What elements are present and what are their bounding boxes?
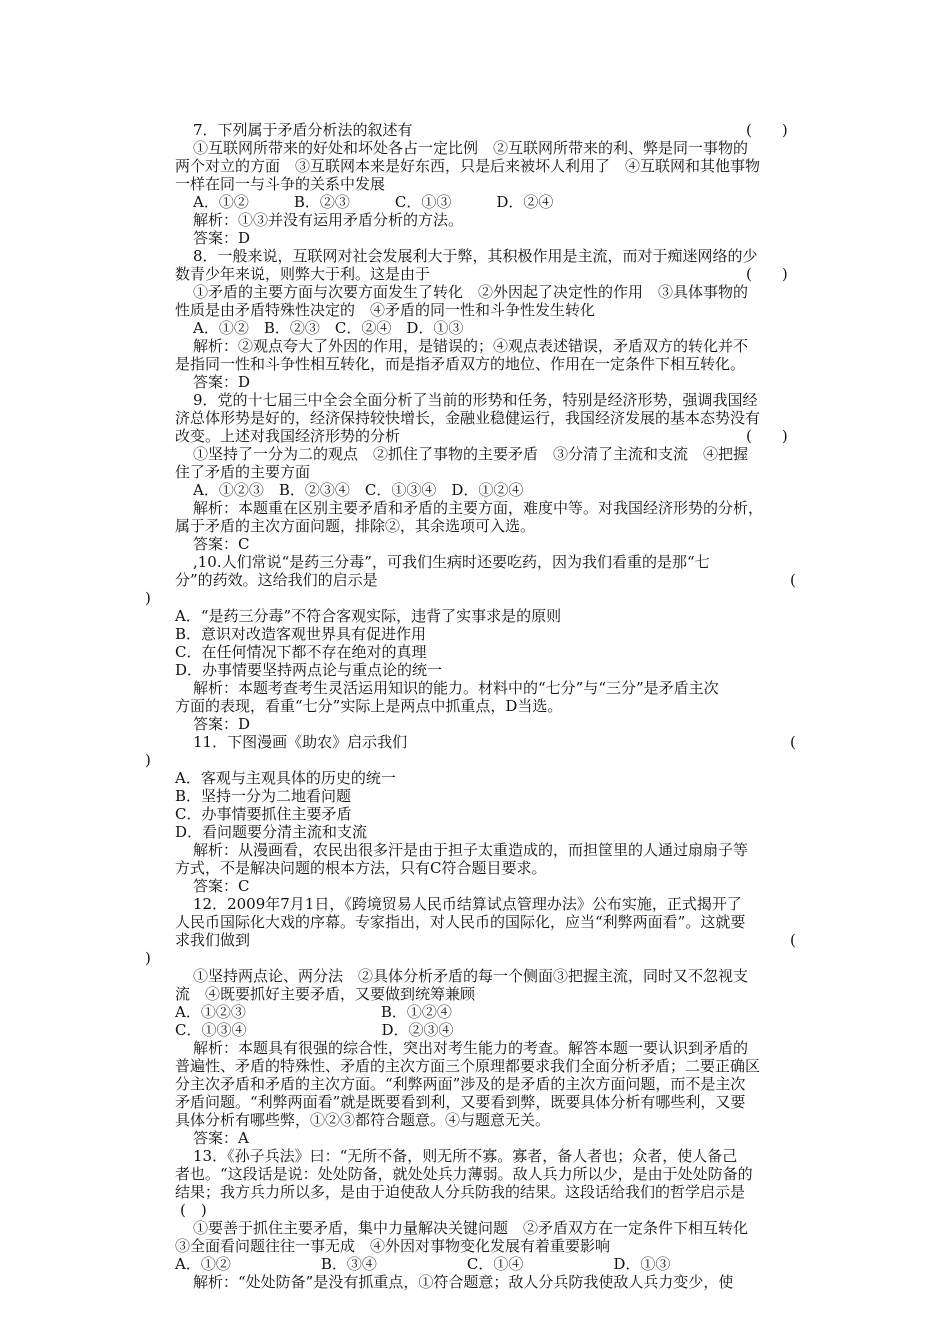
question-11-option-a: A．客观与主观具体的历史的统一 xyxy=(175,769,396,787)
question-8-answer: 答案：D xyxy=(193,373,251,391)
text-line: 具体分析有哪些弊，①②③都符合题意。④与题意无关。 xyxy=(175,1111,551,1129)
answer-blank: ( ) xyxy=(746,121,788,139)
text-line: 住了矛盾的主要方面 xyxy=(175,463,311,481)
question-12-options-cd: C．①③④ D．②③④ xyxy=(175,1021,454,1039)
question-12-answer: 答案：A xyxy=(193,1129,249,1147)
question-7-answer: 答案：D xyxy=(193,229,251,247)
question-12-statements: ①坚持两点论、两分法 ②具体分析矛盾的每一个侧面③把握主流，同时又不忽视支 xyxy=(193,967,749,985)
question-9-statements: ①坚持了一分为二的观点 ②抓住了事物的主要矛盾 ③分清了主流和支流 ④把握 xyxy=(193,445,749,463)
answer-blank: ( xyxy=(790,931,796,949)
text-line: 性质是由矛盾特殊性决定的 ④矛盾的同一性和斗争性发生转化 xyxy=(175,301,596,319)
text-line: 求我们做到 xyxy=(175,931,251,949)
question-11-option-b: B．坚持一分为二地看问题 xyxy=(175,787,352,805)
answer-blank: ( ) xyxy=(180,1201,207,1219)
text-line: 数青少年来说，则弊大于利。这是由于 xyxy=(175,265,431,283)
question-13-stem: 13．《孙子兵法》曰：“无所不备，则无所不寡。寡者，备人者也；众者，使人备己 xyxy=(193,1147,738,1165)
text-line: 结果；我方兵力所以多，是由于迫使敌人分兵防我的结果。这段话给我们的哲学启示是 xyxy=(175,1183,746,1201)
text-line: ③全面看问题往往一事无成 ④外因对事物变化发展有着重要影响 xyxy=(175,1237,611,1255)
question-13-analysis: 解析：“处处防备”是没有抓重点，①符合题意；敌人分兵防我使敌人兵力变少，使 xyxy=(193,1273,734,1291)
question-11-option-c: C．办事情要抓住主要矛盾 xyxy=(175,805,352,823)
text-line: ) xyxy=(145,751,151,769)
question-12-analysis: 解析：本题具有很强的综合性，突出对考生能力的考查。解答本题一要认识到矛盾的 xyxy=(193,1039,749,1057)
question-9-options: A．①②③ B．②③④ C．①③④ D．①②④ xyxy=(193,481,524,499)
question-13-statements: ①要善于抓住主要矛盾，集中力量解决关键问题 ②矛盾双方在一定条件下相互转化 xyxy=(193,1219,749,1237)
question-13-options: A．①② B．③④ C．①④ D．①③ xyxy=(175,1255,671,1273)
question-10-option-d: D．办事情要坚持两点论与重点论的统一 xyxy=(175,661,443,679)
question-10-option-a: A．“是药三分毒”不符合客观实际，违背了实事求是的原则 xyxy=(175,607,562,625)
question-11-option-d: D．看问题要分清主流和支流 xyxy=(175,823,368,841)
question-8-statements: ①矛盾的主要方面与次要方面发生了转化 ②外因起了决定性的作用 ③具体事物的 xyxy=(193,283,749,301)
question-7-statements: ①互联网所带来的好处和坏处各占一定比例 ②互联网所带来的利、弊是同一事物的 xyxy=(193,139,749,157)
answer-blank: ( ) xyxy=(746,427,788,445)
question-11-answer: 答案：C xyxy=(193,877,250,895)
question-11-stem: 11．下图漫画《助农》启示我们 xyxy=(193,733,408,751)
text-line: 一样在同一与斗争的关系中发展 xyxy=(175,175,386,193)
question-8-options: A．①② B．②③ C．②④ D．①③ xyxy=(193,319,464,337)
text-line: ) xyxy=(145,949,151,967)
text-line: ) xyxy=(145,589,151,607)
text-line: 者也。“这段话是说：处处防备，就处处兵力薄弱。敌人兵力所以少，是由于处处防备的 xyxy=(175,1165,753,1183)
text-line: 方面的表现，看重“七分”实际上是两点中抓重点，D当选。 xyxy=(175,697,563,715)
text-line: 属于矛盾的主次方面问题，排除②，其余选项可入选。 xyxy=(175,517,536,535)
question-8-analysis: 解析：②观点夸大了外因的作用，是错误的；④观点表述错误，矛盾双方的转化并不 xyxy=(193,337,749,355)
text-line: 分”的药效。这给我们的启示是 xyxy=(175,571,378,589)
question-12-options-ab: A．①②③ B．①②④ xyxy=(175,1003,452,1021)
question-10-answer: 答案：D xyxy=(193,715,251,733)
question-7-stem: 7．下列属于矛盾分析法的叙述有 xyxy=(193,121,413,139)
text-line: 流 ④既要抓好主要矛盾，又要做到统筹兼顾 xyxy=(175,985,476,1003)
text-line: 改变。上述对我国经济形势的分析 xyxy=(175,427,401,445)
text-line: 普遍性、矛盾的特殊性、矛盾的主次方面三个原理都要求我们全面分析矛盾；二要正确区 xyxy=(175,1057,761,1075)
question-9-stem: 9．党的十七届三中全会全面分析了当前的形势和任务，特别是经济形势，强调我国经 xyxy=(193,391,758,409)
question-8-stem: 8．一般来说，互联网对社会发展利大于弊，其积极作用是主流，而对于痴迷网络的少 xyxy=(193,247,758,265)
question-10-analysis: 解析：本题考查考生灵活运用知识的能力。材料中的“七分”与“三分”是矛盾主次 xyxy=(193,679,719,697)
question-7-analysis: 解析：①③并没有运用矛盾分析的方法。 xyxy=(193,211,464,229)
question-9-analysis: 解析：本题重在区别主要矛盾和矛盾的主要方面，难度中等。对我国经济形势的分析， xyxy=(193,499,764,517)
text-line: 人民币国际化大戏的序幕。专家指出，对人民币的国际化，应当“利弊两面看”。这就要 xyxy=(175,913,746,931)
question-12-stem: 12．2009年7月1日，《跨境贸易人民币结算试点管理办法》公布实施，正式揭开了 xyxy=(193,895,742,913)
question-10-option-c: C．在任何情况下都不存在绝对的真理 xyxy=(175,643,427,661)
question-10-stem: ,10.人们常说“是药三分毒”，可我们生病时还要吃药，因为我们看重的是那“七 xyxy=(193,553,710,571)
text-line: 两个对立的方面 ③互联网本来是好东西，只是后来被坏人利用了 ④互联网和其他事物 xyxy=(175,157,761,175)
question-9-answer: 答案：C xyxy=(193,535,250,553)
text-line: 是指同一性和斗争性相互转化，而是指矛盾双方的地位、作用在一定条件下相互转化。 xyxy=(175,355,746,373)
question-7-options: A．①② B．②③ C．①③ D．②④ xyxy=(193,193,554,211)
answer-blank: ( xyxy=(790,733,796,751)
question-11-analysis: 解析：从漫画看，农民出很多汗是由于担子太重造成的，而担筐里的人通过扇扇子等 xyxy=(193,841,749,859)
text-line: 分主次矛盾和矛盾的主次方面。“利弊两面”涉及的是矛盾的主次方面问题，而不是主次 xyxy=(175,1075,746,1093)
answer-blank: ( ) xyxy=(746,265,788,283)
text-line: 济总体形势是好的，经济保持较快增长，金融业稳健运行，我国经济发展的基本态势没有 xyxy=(175,409,761,427)
text-line: 矛盾问题。“利弊两面看”就是既要看到利，又要看到弊，既要具体分析有哪些利，又要 xyxy=(175,1093,746,1111)
answer-blank: ( xyxy=(790,571,796,589)
text-line: 方式，不是解决问题的根本方法，只有C符合题目要求。 xyxy=(175,859,547,877)
question-10-option-b: B．意识对改造客观世界具有促进作用 xyxy=(175,625,427,643)
